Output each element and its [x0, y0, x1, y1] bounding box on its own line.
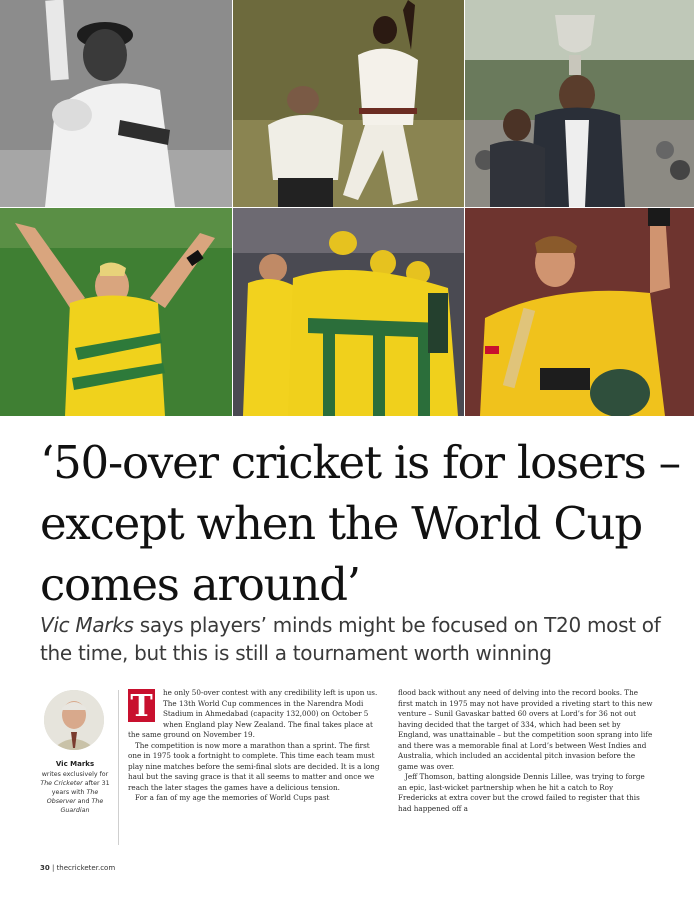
- bowler-celebration-photo: [0, 208, 232, 416]
- batsman-celebration-photo: [465, 208, 694, 416]
- body-paragraph: The competition is now more a marathon than a sprint. The first one in 1975 took a fortnight to complete. This time each team must play nine matches before the semi-final slots are decided. It is a long haul but the saving grace is that it all seems to matter and once we reach the later stages the games have a delicious tension.: [128, 740, 380, 792]
- bowler-umpire-photo: [233, 0, 464, 207]
- author-divider: [118, 690, 119, 845]
- body-paragraph: For a fan of my age the memories of World Cups past: [135, 793, 330, 803]
- body-paragraph: Jeff Thomson, batting alongside Dennis Lillee, was trying to forge an epic, last-wicket partnership when he hit a catch to Roy Fredericks at extra cover but the crowd failed to register that this had happened off a: [398, 772, 645, 814]
- body-column-1: [128, 688, 380, 804]
- article-headline: ‘50-over cricket is for losers – except when the World Cup comes around’: [40, 436, 680, 611]
- photo-grid: [0, 0, 694, 416]
- body-paragraph: T he only 50-over contest with any credibility left is upon us. The 13th World Cup commences in the Narendra Modi Stadium in Ahmedabad (capacity 132,000) on October 5 when England play New Zealand. The final takes place at the same ground on November 19.: [128, 688, 378, 740]
- batsman-photo: [0, 0, 232, 207]
- article-standfirst: [40, 611, 680, 667]
- body-column-2: [398, 688, 654, 815]
- body-paragraph: flood back without any need of delving into the record books. The first match in 1975 may not have provided a riveting start to this new venture – Sunil Gavaskar batted 60 overs at Lord’s for 36 not out having decided that the target of 334, which had been set by England, was unattainable – but the competition soon sprang into life and there was a memorable final at Lord’s between West Indies and Australia, which included an accidental pitch invasion before the game was over.: [398, 688, 653, 771]
- standfirst-text: says players’ minds might be focused on T20 most of the time, but this is still a tournament worth winning: [40, 613, 661, 665]
- team-huddle-photo: [233, 208, 464, 416]
- site-name[interactable]: thecricketer.com: [56, 864, 116, 872]
- author-name: Vic Marks: [55, 760, 95, 768]
- drop-cap: T: [128, 689, 155, 722]
- page-footer: [40, 864, 115, 872]
- author-bio: writes exclusively for The Cricketer after 31 years with The Observer and The Guardian: [40, 771, 110, 814]
- author-avatar: [44, 690, 104, 750]
- trophy-celebration-photo: [465, 0, 694, 207]
- standfirst-author: Vic Marks: [40, 613, 134, 637]
- footer-separator: |: [49, 864, 57, 872]
- page-number: 30: [40, 864, 50, 872]
